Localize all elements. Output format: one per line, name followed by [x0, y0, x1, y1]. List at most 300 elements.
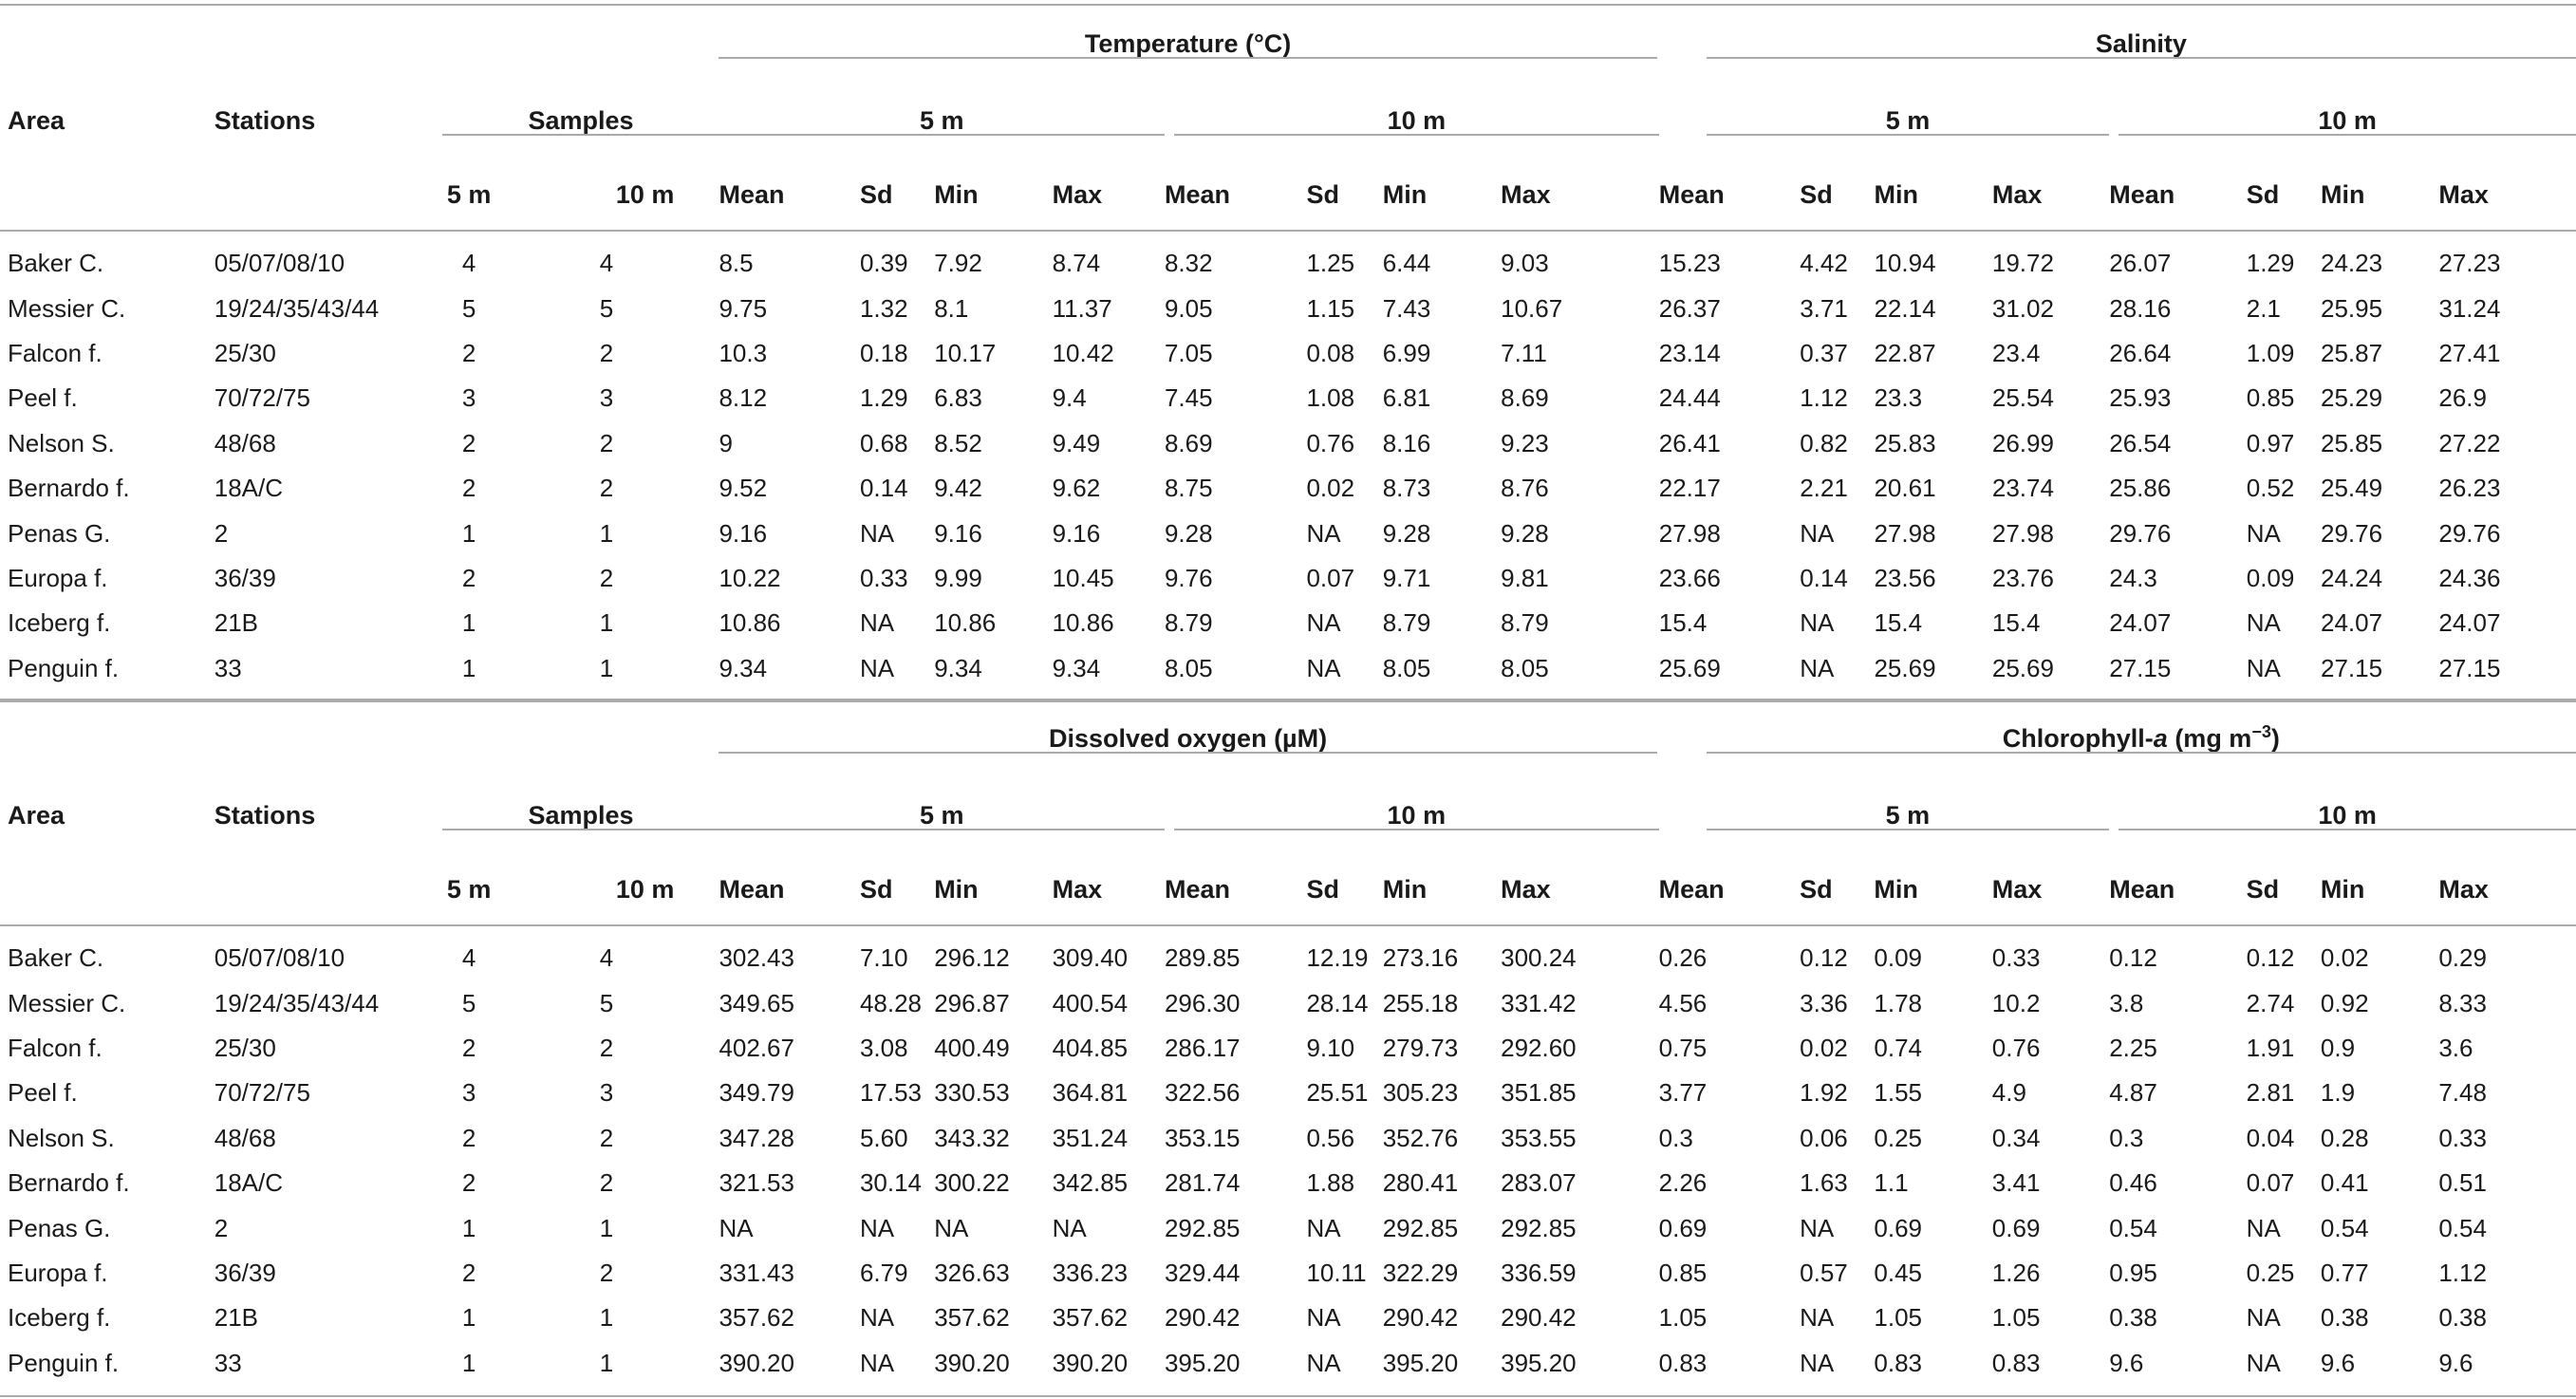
cell-stations: 25/30 — [214, 338, 276, 367]
cell-a5-mean: 402.67 — [719, 1033, 794, 1062]
table-row — [0, 1116, 2576, 1161]
cell-b5-sd: 4.42 — [1800, 249, 1848, 278]
cell-b10-min: 24.24 — [2320, 563, 2383, 592]
cell-stations: 36/39 — [214, 563, 276, 592]
cell-a5-sd: 17.53 — [859, 1078, 923, 1108]
samples-5m-header: 5 m — [446, 874, 492, 904]
header-blank — [0, 5, 215, 82]
cell-a10-min: 305.23 — [1382, 1078, 1459, 1108]
mean-header: Mean — [1164, 874, 1230, 904]
cell-a10-sd: 1.15 — [1306, 293, 1355, 323]
cell-samples-10m: 1 — [599, 1213, 614, 1242]
cell-b5-sd: 0.37 — [1800, 338, 1848, 367]
cell-a5-max: 309.40 — [1052, 943, 1129, 973]
cell-a10-max: 292.85 — [1501, 1213, 1577, 1242]
cell-samples-10m: 2 — [599, 1258, 614, 1287]
cell-a5-sd: 1.29 — [859, 383, 908, 413]
cell-a5-min: 6.83 — [934, 383, 982, 413]
min-header: Min — [2320, 874, 2365, 904]
cell-area: Nelson S. — [8, 428, 115, 457]
cell-b10-mean: 2.25 — [2109, 1033, 2157, 1062]
cell-b10-min: 0.54 — [2320, 1213, 2369, 1242]
cell-a10-min: 280.41 — [1382, 1168, 1459, 1198]
cell-b10-mean: 4.87 — [2109, 1078, 2157, 1108]
cell-b5-min: 22.14 — [1874, 293, 1936, 323]
cell-a5-min: 357.62 — [934, 1303, 1010, 1333]
cell-samples-5m: 1 — [461, 1303, 476, 1333]
cell-a10-max: 8.79 — [1501, 608, 1549, 638]
cell-a5-min: 10.86 — [934, 608, 997, 638]
cell-b5-min: 20.61 — [1874, 474, 1936, 503]
cell-a10-mean: 353.15 — [1164, 1123, 1241, 1152]
cell-a5-max: 390.20 — [1053, 1341, 1165, 1396]
cell-a5-max: 400.54 — [1052, 988, 1129, 1017]
mean-header: Mean — [1164, 179, 1230, 209]
cell-b10-max: 24.36 — [2438, 563, 2501, 592]
max-header: Max — [1052, 179, 1103, 209]
cell-b5-sd: 3.36 — [1800, 988, 1848, 1017]
temp-5m-header: 5 m — [719, 106, 1165, 136]
cell-a5-mean: 8.12 — [719, 383, 768, 413]
cell-b5-sd: 3.71 — [1800, 293, 1848, 323]
cell-samples-10m: 2 — [599, 338, 614, 367]
cell-a10-sd: 0.07 — [1306, 563, 1355, 592]
cell-a5-sd: NA — [860, 1341, 934, 1396]
cell-a5-mean: 390.20 — [719, 1341, 859, 1396]
cell-b10-max: 1.12 — [2438, 1258, 2487, 1287]
cell-a5-mean: 10.22 — [719, 563, 781, 592]
cell-area: Peel f. — [8, 383, 78, 413]
samples-10m-header: 10 m — [615, 179, 675, 209]
cell-a5-sd: NA — [860, 646, 934, 701]
cell-samples-10m: 2 — [599, 1168, 614, 1198]
cell-b10-min: 24.23 — [2320, 249, 2383, 278]
cell-b10-sd: NA — [2246, 608, 2281, 638]
cell-stations: 48/68 — [214, 428, 276, 457]
cell-b10-sd: 2.81 — [2246, 1078, 2295, 1108]
cell-samples-5m: 2 — [461, 474, 476, 503]
cell-area: Peel f. — [8, 1078, 78, 1108]
min-header: Min — [1382, 874, 1428, 904]
cell-b10-mean: 3.8 — [2109, 988, 2144, 1017]
cell-a10-mean: 8.75 — [1164, 474, 1213, 503]
cell-samples-10m: 1 — [505, 646, 719, 701]
cell-a10-min: 255.18 — [1382, 988, 1459, 1017]
cell-b10-min: 29.76 — [2320, 518, 2383, 548]
cell-b10-mean: 28.16 — [2109, 293, 2172, 323]
cell-a5-max: 9.62 — [1052, 474, 1101, 503]
cell-a5-mean: 349.79 — [719, 1078, 794, 1108]
oxygen-group-header: Dissolved oxygen (µM) — [719, 724, 1656, 754]
samples-header: Samples — [442, 106, 719, 136]
cell-b10-mean: 24.07 — [2109, 608, 2172, 638]
cell-a10-sd: NA — [1306, 1213, 1341, 1242]
cell-a10-min: 352.76 — [1382, 1123, 1459, 1152]
cell-b5-max: 31.02 — [1991, 293, 2054, 323]
table-row — [0, 331, 2576, 376]
cell-b10-sd: 0.09 — [2246, 563, 2295, 592]
cell-a10-max: 351.85 — [1501, 1078, 1577, 1108]
cell-a5-sd: 3.08 — [859, 1033, 908, 1062]
cell-b5-min: 1.55 — [1874, 1078, 1922, 1108]
table-row — [0, 1161, 2576, 1205]
cell-b5-min: 15.4 — [1874, 608, 1923, 638]
cell-b5-min: 25.69 — [1874, 646, 1991, 701]
cell-a5-min: 9.99 — [934, 563, 982, 592]
chl-10m-header: 10 m — [2119, 801, 2576, 830]
cell-a10-max: 8.69 — [1501, 383, 1549, 413]
cell-b5-max: 23.4 — [1991, 338, 2041, 367]
sd-header: Sd — [2246, 874, 2280, 904]
table2-body — [0, 925, 2576, 1396]
cell-samples-5m: 2 — [461, 428, 476, 457]
cell-a5-min: 296.87 — [934, 988, 1010, 1017]
cell-samples-10m: 2 — [599, 1123, 614, 1152]
stat-header-row — [0, 159, 2576, 231]
oxygen-chlorophyll-table — [0, 699, 2576, 1397]
cell-b5-sd: 1.92 — [1800, 1078, 1848, 1108]
cell-samples-5m: 2 — [461, 1168, 476, 1198]
cell-b10-sd: 1.29 — [2246, 249, 2295, 278]
cell-a5-max: 9.49 — [1052, 428, 1101, 457]
cell-b5-sd: NA — [1800, 646, 1874, 701]
cell-b5-sd: 0.06 — [1800, 1123, 1848, 1152]
cell-b5-sd: 2.21 — [1800, 474, 1848, 503]
cell-area: Penguin f. — [0, 1341, 215, 1396]
cell-b10-min: 25.95 — [2320, 293, 2383, 323]
cell-a5-min: 343.32 — [934, 1123, 1010, 1152]
cell-area: Messier C. — [8, 293, 126, 323]
table-row — [0, 601, 2576, 645]
cell-b5-sd: 0.82 — [1800, 428, 1848, 457]
cell-a10-max: 10.67 — [1501, 293, 1563, 323]
cell-a5-sd: NA — [859, 608, 895, 638]
cell-a5-mean: 9.16 — [719, 518, 768, 548]
cell-samples-5m: 3 — [461, 383, 476, 413]
cell-a10-sd: NA — [1306, 1341, 1382, 1396]
cell-a10-max: 8.05 — [1501, 646, 1659, 701]
cell-b10-sd: NA — [2247, 1341, 2321, 1396]
cell-b10-max: 0.54 — [2438, 1213, 2487, 1242]
cell-b5-max: 15.4 — [1991, 608, 2041, 638]
cell-b5-sd: NA — [1800, 1341, 1874, 1396]
cell-a5-max: NA — [1052, 1213, 1087, 1242]
cell-a5-sd: 5.60 — [859, 1123, 908, 1152]
cell-stations: 70/72/75 — [214, 1078, 310, 1108]
cell-a10-min: 279.73 — [1382, 1033, 1459, 1062]
table-row — [0, 1026, 2576, 1071]
cell-b5-sd: 0.14 — [1800, 563, 1848, 592]
cell-b5-max: 3.41 — [1991, 1168, 2041, 1198]
salinity-group-header: Salinity — [1707, 29, 2576, 59]
cell-a5-sd: 0.33 — [859, 563, 908, 592]
cell-area: Nelson S. — [8, 1123, 115, 1152]
min-header: Min — [1874, 874, 1918, 904]
cell-a10-sd: 0.08 — [1306, 338, 1355, 367]
cell-stations: 25/30 — [214, 1033, 276, 1062]
sd-header: Sd — [1306, 874, 1339, 904]
cell-samples-5m: 2 — [461, 1033, 476, 1062]
cell-a5-max: 10.42 — [1052, 338, 1114, 367]
max-header: Max — [1991, 874, 2043, 904]
cell-a5-sd: NA — [859, 1303, 895, 1333]
cell-b5-max: 0.76 — [1991, 1033, 2041, 1062]
cell-b10-min: 25.85 — [2320, 428, 2383, 457]
cell-samples-10m: 5 — [599, 988, 614, 1017]
cell-b10-max: 7.48 — [2438, 1078, 2487, 1108]
cell-a10-sd: NA — [1306, 646, 1382, 701]
min-header: Min — [1382, 179, 1428, 209]
cell-stations: 36/39 — [214, 1258, 276, 1287]
cell-samples-5m: 3 — [461, 1078, 476, 1108]
temperature-group-header: Temperature (°C) — [719, 29, 1656, 59]
cell-a5-min: 8.1 — [934, 293, 969, 323]
cell-b5-max: 10.2 — [1991, 988, 2041, 1017]
cell-b10-min: 0.77 — [2320, 1258, 2369, 1287]
cell-b5-mean: 1.05 — [1658, 1303, 1708, 1333]
cell-a5-max: 342.85 — [1052, 1168, 1129, 1198]
cell-a10-min: 9.71 — [1382, 563, 1431, 592]
cell-b10-mean: 25.86 — [2109, 474, 2172, 503]
cell-a10-mean: 9.76 — [1164, 563, 1213, 592]
cell-b10-max: 3.6 — [2438, 1033, 2473, 1062]
cell-a5-min: 296.12 — [934, 943, 1010, 973]
cell-b10-max: 29.76 — [2438, 518, 2501, 548]
cell-samples-5m: 2 — [461, 1258, 476, 1287]
cell-a5-sd: NA — [859, 1213, 895, 1242]
min-header: Min — [2320, 179, 2365, 209]
cell-b10-mean: 0.38 — [2109, 1303, 2157, 1333]
cell-a10-max: 7.11 — [1501, 338, 1547, 367]
max-header: Max — [1052, 874, 1103, 904]
cell-samples-10m: 3 — [599, 1078, 614, 1108]
cell-area: Penas G. — [8, 518, 111, 548]
cell-a10-mean: 286.17 — [1164, 1033, 1241, 1062]
cell-b10-sd: 0.12 — [2246, 943, 2295, 973]
cell-b10-max: 0.51 — [2438, 1168, 2487, 1198]
table-row — [0, 421, 2576, 466]
cell-a10-sd: 10.11 — [1306, 1258, 1367, 1287]
cell-b10-max: 27.41 — [2438, 338, 2501, 367]
cell-stations: 18A/C — [214, 1168, 283, 1198]
cell-b10-mean: 24.3 — [2109, 563, 2157, 592]
cell-a10-max: 9.28 — [1501, 518, 1549, 548]
cell-area: Penas G. — [8, 1213, 111, 1242]
stations-header: Stations — [214, 800, 316, 830]
table-row — [0, 556, 2576, 601]
cell-b5-min: 22.87 — [1874, 338, 1936, 367]
cell-area: Bernardo f. — [8, 1168, 130, 1198]
sd-header: Sd — [2246, 179, 2280, 209]
min-header: Min — [1874, 179, 1918, 209]
cell-a10-min: 292.85 — [1382, 1213, 1459, 1242]
cell-b10-max: 26.9 — [2438, 383, 2487, 413]
cell-a10-sd: 1.25 — [1306, 249, 1355, 278]
cell-b5-mean: 22.17 — [1658, 474, 1721, 503]
cell-b10-max: 27.22 — [2438, 428, 2501, 457]
cell-a5-mean: 9.34 — [719, 646, 859, 701]
cell-b5-mean: 0.26 — [1658, 943, 1708, 973]
cell-a10-min: 6.44 — [1382, 249, 1431, 278]
cell-b10-min: 25.49 — [2320, 474, 2383, 503]
cell-a5-mean: 302.43 — [719, 943, 794, 973]
sd-header: Sd — [1800, 874, 1833, 904]
samples-header: Samples — [442, 801, 719, 830]
cell-area: Bernardo f. — [8, 474, 130, 503]
cell-b5-max: 26.99 — [1991, 428, 2054, 457]
cell-a10-max: 331.42 — [1501, 988, 1577, 1017]
cell-b5-min: 23.56 — [1874, 563, 1936, 592]
cell-a5-mean: 8.5 — [719, 249, 754, 278]
chlorophyll-group-header: Chlorophyll-a (mg $m^{-3}$) — [1707, 724, 2576, 754]
cell-a10-min: 8.05 — [1383, 646, 1501, 701]
cell-b10-sd: NA — [2247, 646, 2321, 701]
cell-a10-mean: 290.42 — [1164, 1303, 1241, 1333]
cell-a10-sd: 28.14 — [1306, 988, 1369, 1017]
cell-stations: 33 — [215, 646, 434, 701]
cell-a10-mean: 322.56 — [1164, 1078, 1241, 1108]
cell-a5-mean: 9.52 — [719, 474, 768, 503]
cell-b10-max: 0.29 — [2438, 943, 2487, 973]
cell-b5-mean: 27.98 — [1658, 518, 1721, 548]
cell-a10-min: 8.79 — [1382, 608, 1431, 638]
cell-b10-min: 24.07 — [2320, 608, 2383, 638]
table-row — [0, 1251, 2576, 1296]
cell-stations: 2 — [214, 518, 229, 548]
cell-samples-10m: 4 — [599, 943, 614, 973]
cell-b10-mean: 0.46 — [2109, 1168, 2157, 1198]
cell-b5-max: 27.98 — [1991, 518, 2054, 548]
cell-b5-mean: 26.41 — [1658, 428, 1721, 457]
cell-a10-sd: 0.76 — [1306, 428, 1355, 457]
cell-a10-sd: NA — [1306, 518, 1341, 548]
cell-a5-max: 336.23 — [1052, 1258, 1129, 1287]
cell-a5-min: 7.92 — [934, 249, 982, 278]
cell-b10-min: 0.9 — [2320, 1033, 2356, 1062]
mean-header: Mean — [719, 874, 785, 904]
cell-stations: 21B — [214, 1303, 258, 1333]
cell-b10-min: 0.28 — [2320, 1123, 2369, 1152]
cell-stations: 19/24/35/43/44 — [214, 988, 380, 1017]
cell-area: Penguin f. — [0, 646, 215, 701]
cell-b10-sd: 1.09 — [2246, 338, 2295, 367]
area-header: Area — [8, 800, 65, 830]
cell-b5-sd: NA — [1800, 1303, 1835, 1333]
cell-b10-max: 27.23 — [2438, 249, 2501, 278]
cell-stations: 21B — [214, 608, 258, 638]
cell-b5-max: 19.72 — [1991, 249, 2054, 278]
cell-a5-sd: 0.39 — [859, 249, 908, 278]
max-header: Max — [2438, 874, 2489, 904]
cell-b10-mean: 26.07 — [2109, 249, 2172, 278]
cell-a5-mean: 9.75 — [719, 293, 768, 323]
cell-b5-mean: 3.77 — [1658, 1078, 1708, 1108]
cell-b10-mean: 26.64 — [2109, 338, 2172, 367]
max-header: Max — [1501, 874, 1551, 904]
cell-a10-max: 395.20 — [1501, 1341, 1659, 1396]
cell-b5-mean: 15.4 — [1658, 608, 1708, 638]
cell-samples-5m: 2 — [461, 563, 476, 592]
stations-header: Stations — [214, 105, 316, 135]
cell-stations: 2 — [214, 1213, 229, 1242]
cell-b5-min: 0.83 — [1874, 1341, 1991, 1396]
cell-b10-sd: 2.1 — [2246, 293, 2281, 323]
mean-header: Mean — [719, 179, 785, 209]
cell-samples-5m: 2 — [461, 338, 476, 367]
cell-a5-sd: 0.14 — [859, 474, 908, 503]
cell-a5-min: 326.63 — [934, 1258, 1010, 1287]
table-row — [0, 646, 2576, 701]
cell-a5-max: 10.86 — [1052, 608, 1114, 638]
cell-b10-mean: 29.76 — [2109, 518, 2172, 548]
cell-a10-sd: 1.08 — [1306, 383, 1355, 413]
cell-a10-sd: 1.88 — [1306, 1168, 1355, 1198]
cell-b5-mean: 0.83 — [1659, 1341, 1800, 1396]
cell-b10-sd: 0.97 — [2246, 428, 2295, 457]
cell-a10-mean: 292.85 — [1164, 1213, 1241, 1242]
cell-samples-5m: 2 — [461, 1123, 476, 1152]
cell-a5-min: 390.20 — [934, 1341, 1052, 1396]
cell-b5-min: 0.25 — [1874, 1123, 1922, 1152]
cell-a5-min: 9.16 — [934, 518, 982, 548]
cell-samples-5m: 5 — [461, 293, 476, 323]
cell-samples-5m: 1 — [461, 518, 476, 548]
cell-b5-sd: 1.63 — [1800, 1168, 1848, 1198]
cell-a10-mean: 8.79 — [1164, 608, 1213, 638]
cell-b10-max: 31.24 — [2438, 293, 2501, 323]
cell-b5-sd: 0.12 — [1800, 943, 1848, 973]
cell-a10-mean: 8.05 — [1165, 646, 1306, 701]
cell-area: Messier C. — [8, 988, 126, 1017]
cell-b5-mean: 0.3 — [1658, 1123, 1693, 1152]
cell-a5-max: 404.85 — [1052, 1033, 1129, 1062]
cell-b5-min: 0.74 — [1874, 1033, 1922, 1062]
cell-b10-mean: 27.15 — [2109, 646, 2246, 701]
mean-header: Mean — [1658, 874, 1725, 904]
cell-b10-max: 0.38 — [2438, 1303, 2487, 1333]
cell-a10-min: 322.29 — [1382, 1258, 1459, 1287]
cell-b10-min: 0.41 — [2320, 1168, 2369, 1198]
cell-a5-min: 400.49 — [934, 1033, 1010, 1062]
cell-b5-mean: 0.85 — [1658, 1258, 1708, 1287]
cell-b5-sd: 0.02 — [1800, 1033, 1848, 1062]
max-header: Max — [2438, 179, 2489, 209]
cell-b5-min: 23.3 — [1874, 383, 1923, 413]
cell-b10-mean: 26.54 — [2109, 428, 2172, 457]
cell-a10-max: 353.55 — [1501, 1123, 1577, 1152]
temperature-salinity-table — [0, 4, 2576, 702]
table-row — [0, 466, 2576, 511]
cell-b5-mean: 2.26 — [1658, 1168, 1708, 1198]
cell-a5-max: 9.16 — [1052, 518, 1101, 548]
cell-b5-max: 0.33 — [1991, 943, 2041, 973]
cell-b5-mean: 24.44 — [1658, 383, 1721, 413]
cell-a10-min: 6.81 — [1382, 383, 1431, 413]
cell-a10-mean: 9.05 — [1164, 293, 1213, 323]
sd-header: Sd — [859, 874, 893, 904]
max-header: Max — [1991, 179, 2043, 209]
cell-a5-max: 8.74 — [1052, 249, 1101, 278]
cell-b10-min: 25.29 — [2320, 383, 2383, 413]
cell-a10-max: 283.07 — [1501, 1168, 1577, 1198]
cell-area: Falcon f. — [8, 1033, 103, 1062]
cell-stations: 05/07/08/10 — [214, 249, 345, 278]
cell-a10-min: 273.16 — [1382, 943, 1459, 973]
cell-samples-10m: 5 — [599, 293, 614, 323]
cell-area: Europa f. — [8, 1258, 108, 1287]
cell-a10-sd: NA — [1306, 608, 1341, 638]
cell-a10-min: 7.43 — [1382, 293, 1431, 323]
